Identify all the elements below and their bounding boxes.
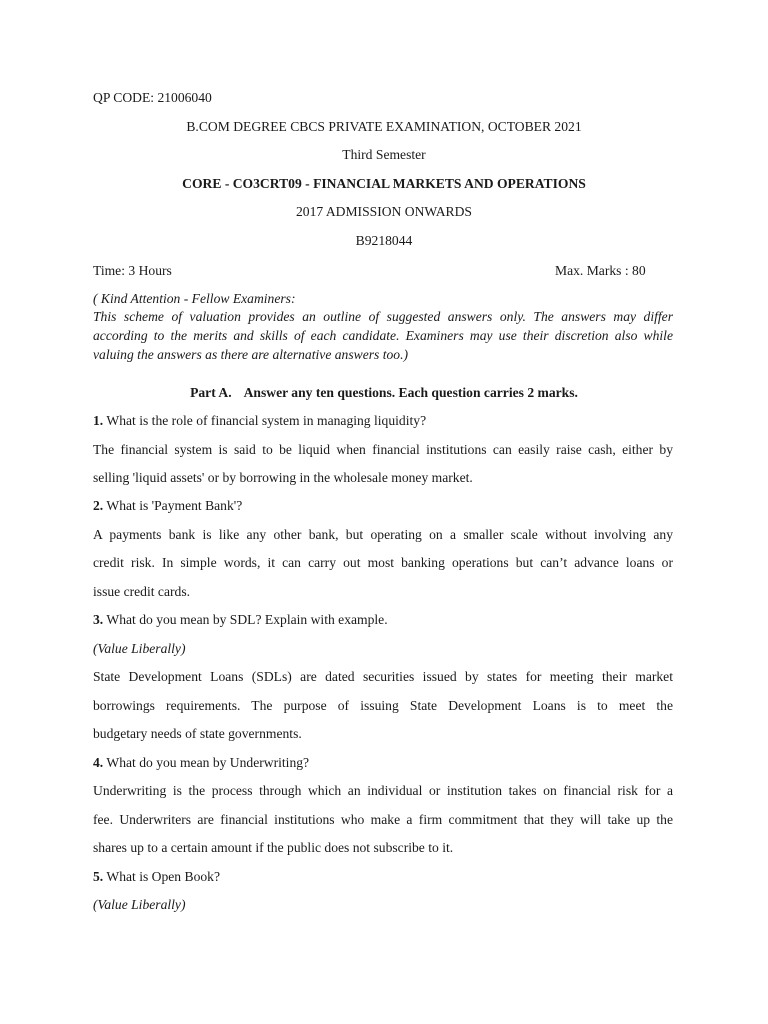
question-4 bbox=[93, 754, 309, 772]
answer-2-line-3: issue credit cards. bbox=[93, 584, 191, 599]
note-line-2: This scheme of valuation provides an outline of suggested answers only. The answers may differ bbox=[93, 309, 673, 324]
answer-1-line-1: The financial system is said to be liquid when financial institutions can easily raise cash, either by bbox=[93, 442, 673, 457]
answer-2-line-1: A payments bank is like any other bank, but operating on a smaller scale without involving any bbox=[93, 527, 673, 542]
answer-4-line-1: Underwriting is the process through which an individual or institution takes on financial risk for a bbox=[93, 783, 673, 798]
exam-title: B.COM DEGREE CBCS PRIVATE EXAMINATION, OCTOBER 2021 bbox=[186, 119, 582, 134]
answer-4-line-3: shares up to a certain amount if the public does not subscribe to it. bbox=[93, 840, 454, 855]
question-number: 4. bbox=[93, 755, 104, 770]
question-text: What do you mean by Underwriting? bbox=[106, 755, 310, 770]
booklet-code: B9218044 bbox=[355, 233, 413, 248]
note-line-1: ( Kind Attention - Fellow Examiners: bbox=[93, 291, 296, 306]
admission: 2017 ADMISSION ONWARDS bbox=[296, 204, 472, 219]
question-text: What do you mean by SDL? Explain with example. bbox=[106, 612, 388, 627]
question-number: 2. bbox=[93, 498, 104, 513]
note-line-3: according to the merits and skills of each candidate. Examiners may use their discretion also while bbox=[93, 328, 673, 343]
max-marks: Max. Marks : 80 bbox=[555, 263, 646, 278]
part-a-heading bbox=[0, 384, 768, 402]
note-line-4: valuing the answers as there are alternative answers too.) bbox=[93, 347, 409, 362]
answer-1-line-2: selling 'liquid assets' or by borrowing in the wholesale money market. bbox=[93, 470, 473, 485]
question-text: What is the role of financial system in managing liquidity? bbox=[106, 413, 427, 428]
value-liberally-note-3: (Value Liberally) bbox=[93, 641, 186, 656]
answer-3-line-3: budgetary needs of state governments. bbox=[93, 726, 302, 741]
question-text: What is 'Payment Bank'? bbox=[106, 498, 243, 513]
time-allowed: Time: 3 Hours bbox=[93, 263, 172, 278]
part-a-label: Part A. bbox=[190, 385, 232, 400]
question-number: 3. bbox=[93, 612, 104, 627]
question-2 bbox=[93, 497, 242, 515]
question-3 bbox=[93, 611, 388, 629]
semester: Third Semester bbox=[342, 147, 426, 162]
question-number: 5. bbox=[93, 869, 104, 884]
qp-code: QP CODE: 21006040 bbox=[93, 90, 212, 105]
answer-2-line-2: credit risk. In simple words, it can carry out most banking operations but can’t advance loans or bbox=[93, 555, 673, 570]
part-a-instruction: Answer any ten questions. Each question carries 2 marks. bbox=[243, 385, 578, 400]
value-liberally-note-5: (Value Liberally) bbox=[93, 897, 186, 912]
question-number: 1. bbox=[93, 413, 104, 428]
course-title: CORE - CO3CRT09 - FINANCIAL MARKETS AND OPERATIONS bbox=[182, 176, 586, 191]
answer-3-line-2: borrowings requirements. The purpose of issuing State Development Loans is to meet the bbox=[93, 698, 673, 713]
question-1 bbox=[93, 412, 426, 430]
answer-4-line-2: fee. Underwriters are financial institutions who make a firm commitment that they will take up the bbox=[93, 812, 673, 827]
question-text: What is Open Book? bbox=[106, 869, 220, 884]
question-5 bbox=[93, 868, 220, 886]
answer-3-line-1: State Development Loans (SDLs) are dated securities issued by states for meeting their market bbox=[93, 669, 673, 684]
